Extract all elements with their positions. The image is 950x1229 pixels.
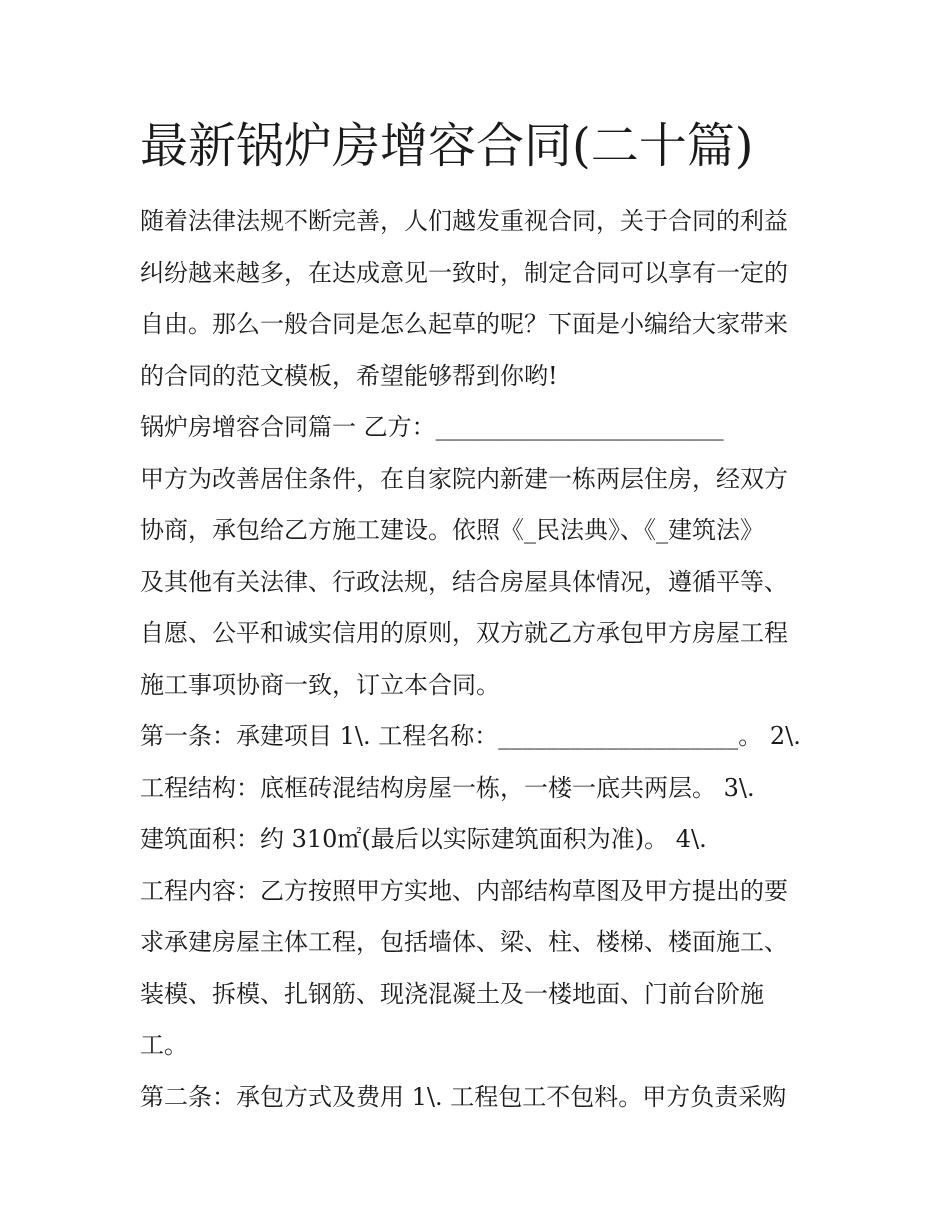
paragraph-line: 工程结构：底框砖混结构房屋一栋，一楼一底共两层。 3\. — [140, 773, 755, 802]
document-body — [140, 196, 820, 1123]
paragraph-line: 求承建房屋主体工程，包括墙体、梁、柱、楼梯、楼面施工、 — [140, 928, 788, 956]
paragraph-line: 工。 — [140, 1031, 188, 1059]
paragraph-line: 建筑面积：约 310㎡(最后以实际建筑面积为准)。 4\. — [140, 825, 707, 853]
paragraph-line: 工程内容：乙方按照甲方实地、内部结构草图及甲方提出的要 — [140, 876, 788, 905]
paragraph-line: 甲方为改善居住条件，在自家院内新建一栋两层住房，经双方 — [140, 464, 788, 493]
paragraph-line: 协商，承包给乙方施工建设。依照《_民法典》、《_建筑法》 — [140, 516, 764, 544]
paragraph-line: 及其他有关法律、行政法规，结合房屋具体情况，遵循平等、 — [140, 567, 788, 596]
paragraph-line: 第一条：承建项目 1\. 工程名称：____________________。 2\. — [140, 722, 801, 750]
paragraph-line: 装模、拆模、扎钢筋、现浇混凝土及一楼地面、门前台阶施 — [140, 979, 764, 1008]
paragraph-line: 施工事项协商一致，订立本合同。 — [140, 670, 500, 699]
paragraph-line: 随着法律法规不断完善，人们越发重视合同，关于合同的利益 — [140, 207, 788, 235]
paragraph-line: 第二条：承包方式及费用 1\. 工程包工不包料。甲方负责采购 — [140, 1082, 787, 1111]
paragraph-line: 锅炉房增容合同篇一 乙方：________________________ — [140, 413, 724, 441]
paragraph-line: 纠纷越来越多，在达成意见一致时，制定合同可以享有一定的 — [140, 258, 788, 287]
paragraph-line: 的合同的范文模板，希望能够帮到你哟! — [140, 361, 558, 390]
document-title: 最新锅炉房增容合同(二十篇) — [140, 118, 754, 174]
paragraph-line: 自愿、公平和诚实信用的原则，双方就乙方承包甲方房屋工程 — [140, 619, 788, 647]
paragraph-line: 自由。那么一般合同是怎么起草的呢？下面是小编给大家带来 — [140, 310, 788, 338]
